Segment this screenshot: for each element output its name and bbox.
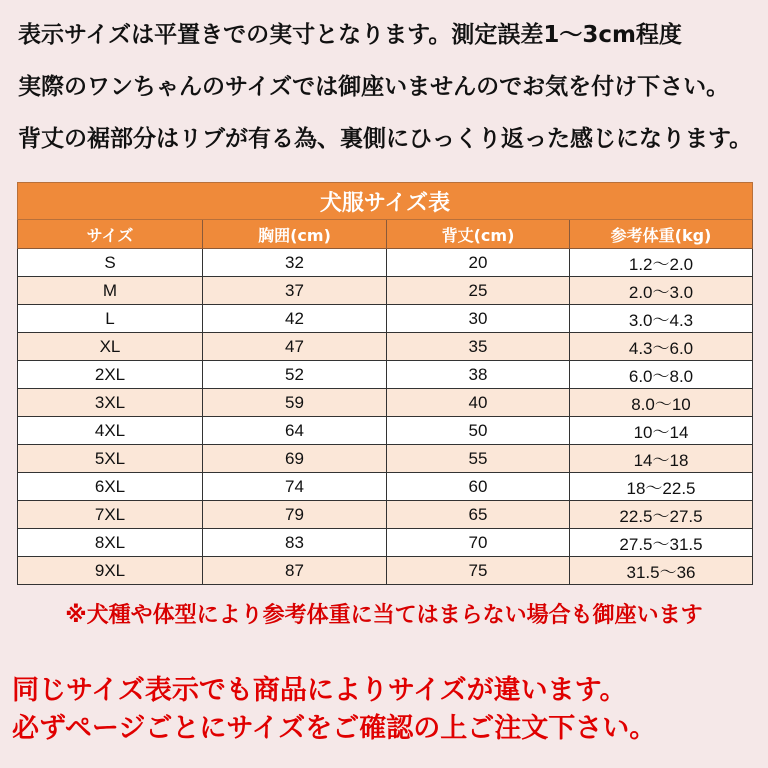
cell-chest: 79 <box>203 501 387 529</box>
cell-weight: 22.5～27.5 <box>570 501 753 529</box>
cell-weight: 14～18 <box>570 445 753 473</box>
cell-weight: 4.3～6.0 <box>570 333 753 361</box>
cell-back-length: 50 <box>387 417 570 445</box>
cell-size: 6XL <box>18 473 203 501</box>
table-row <box>18 529 753 557</box>
cell-chest: 32 <box>203 249 387 277</box>
cell-size: L <box>18 305 203 333</box>
size-chart-table <box>17 182 753 585</box>
table-header-row <box>18 220 753 249</box>
footer-line-size-differs: 同じサイズ表示でも商品によりサイズが違います。 <box>12 675 627 706</box>
cell-back-length: 75 <box>387 557 570 585</box>
cell-chest: 42 <box>203 305 387 333</box>
table-body <box>18 249 753 585</box>
header-chest: 胸囲(cm) <box>203 220 387 249</box>
cell-weight: 3.0～4.3 <box>570 305 753 333</box>
table-row <box>18 305 753 333</box>
header-back-length: 背丈(cm) <box>387 220 570 249</box>
header-reference-weight: 参考体重(kg) <box>570 220 753 249</box>
cell-weight: 8.0～10 <box>570 389 753 417</box>
cell-back-length: 25 <box>387 277 570 305</box>
table-row <box>18 333 753 361</box>
table-row <box>18 361 753 389</box>
cell-back-length: 70 <box>387 529 570 557</box>
cell-weight: 18～22.5 <box>570 473 753 501</box>
cell-weight: 1.2～2.0 <box>570 249 753 277</box>
cell-size: M <box>18 277 203 305</box>
table-row <box>18 249 753 277</box>
cell-weight: 2.0～3.0 <box>570 277 753 305</box>
cell-size: 5XL <box>18 445 203 473</box>
table-row <box>18 417 753 445</box>
cell-back-length: 60 <box>387 473 570 501</box>
cell-chest: 87 <box>203 557 387 585</box>
cell-chest: 59 <box>203 389 387 417</box>
cell-back-length: 30 <box>387 305 570 333</box>
cell-back-length: 35 <box>387 333 570 361</box>
cell-back-length: 40 <box>387 389 570 417</box>
cell-size: 2XL <box>18 361 203 389</box>
note-line-rib-hem: 背丈の裾部分はリブが有る為、裏側にひっくり返った感じになります。 <box>18 126 753 152</box>
table-title: 犬服サイズ表 <box>18 183 753 220</box>
note-line-not-dog-size: 実際のワンちゃんのサイズでは御座いませんのでお気を付け下さい。 <box>18 74 730 100</box>
weight-warning-note: ※犬種や体型により参考体重に当てはまらない場合も御座います <box>65 603 703 628</box>
table-row <box>18 501 753 529</box>
table-row <box>18 277 753 305</box>
cell-chest: 47 <box>203 333 387 361</box>
cell-chest: 83 <box>203 529 387 557</box>
cell-weight: 31.5～36 <box>570 557 753 585</box>
footer-notice <box>12 672 762 748</box>
cell-back-length: 65 <box>387 501 570 529</box>
cell-chest: 69 <box>203 445 387 473</box>
cell-size: 9XL <box>18 557 203 585</box>
cell-size: 4XL <box>18 417 203 445</box>
cell-size: 8XL <box>18 529 203 557</box>
cell-back-length: 20 <box>387 249 570 277</box>
cell-size: 7XL <box>18 501 203 529</box>
footer-line-check-size: 必ずページごとにサイズをご確認の上ご注文下さい。 <box>12 713 657 744</box>
table-row <box>18 445 753 473</box>
header-size: サイズ <box>18 220 203 249</box>
cell-back-length: 38 <box>387 361 570 389</box>
cell-chest: 52 <box>203 361 387 389</box>
cell-chest: 74 <box>203 473 387 501</box>
cell-size: S <box>18 249 203 277</box>
cell-chest: 64 <box>203 417 387 445</box>
cell-weight: 10～14 <box>570 417 753 445</box>
cell-size: XL <box>18 333 203 361</box>
cell-weight: 27.5～31.5 <box>570 529 753 557</box>
cell-weight: 6.0～8.0 <box>570 361 753 389</box>
table-row <box>18 557 753 585</box>
cell-chest: 37 <box>203 277 387 305</box>
cell-size: 3XL <box>18 389 203 417</box>
table-row <box>18 389 753 417</box>
notes-block <box>18 22 758 178</box>
note-line-measurement: 表示サイズは平置きでの実寸となります。測定誤差1～3cm程度 <box>18 22 682 48</box>
table-row <box>18 473 753 501</box>
cell-back-length: 55 <box>387 445 570 473</box>
